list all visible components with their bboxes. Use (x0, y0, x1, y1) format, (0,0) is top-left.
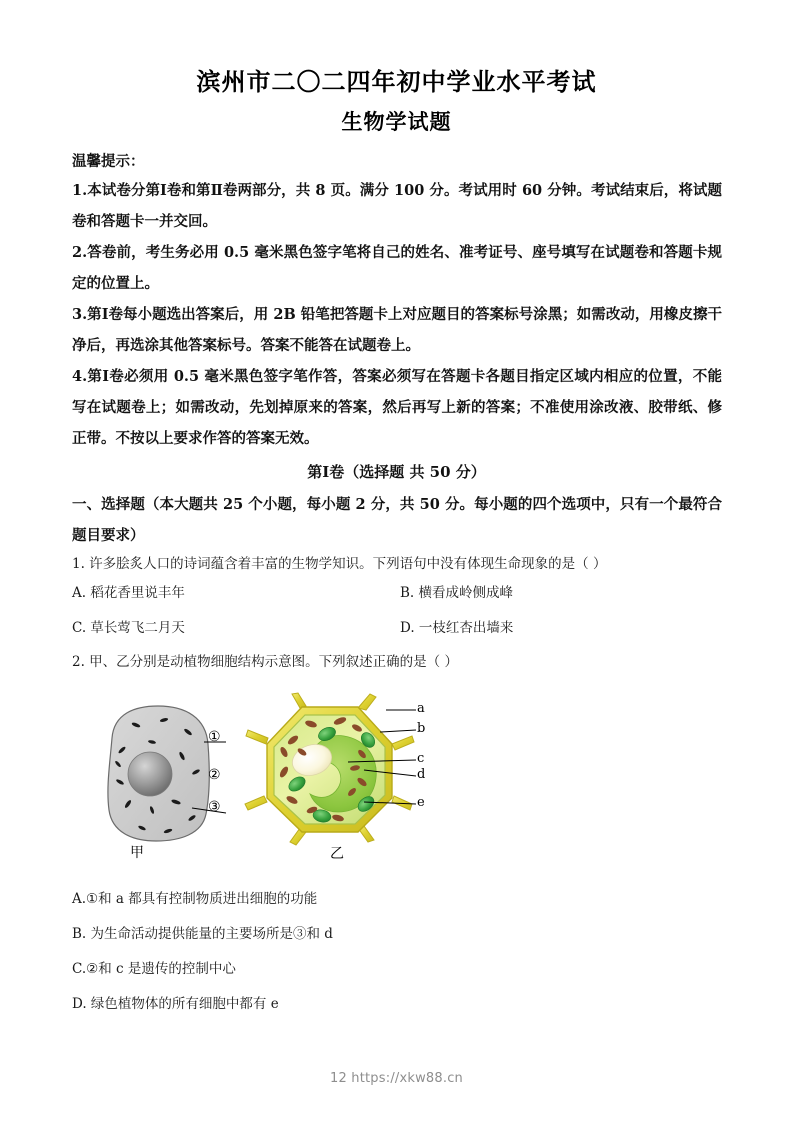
question-2-option-a[interactable]: A.①和 a 都具有控制物质进出细胞的功能 (72, 891, 318, 907)
label-letter-d: d (417, 767, 426, 782)
page-subtitle: 生物学试题 (341, 109, 452, 134)
cell-structure-figure (72, 690, 732, 870)
question-2-option-d[interactable]: D. 绿色植物体的所有细胞中都有 e (72, 996, 279, 1012)
notice-item-4: 4.第Ⅰ卷必须用 0.5 毫米黑色签字笔作答，答案必须写在答题卡各题目指定区域内相应的位置，不能写在试题卷上；如需改动，先划掉原来的答案，然后再写上新的答案；不准使用涂改液、胶带纸、修正带。不按以上要求作答的答案无效。 (72, 368, 722, 447)
question-2-options (72, 882, 732, 1022)
question-1-option-b[interactable]: B. 横看成岭侧成峰 (400, 585, 514, 601)
page-title: 滨州市二〇二四年初中学业水平考试 (196, 67, 597, 96)
plant-cell-diagram (240, 692, 420, 847)
label-letter-a: a (417, 701, 425, 716)
part-heading: 第Ⅰ卷（选择题 共 50 分） (307, 463, 486, 481)
label-number-2: ② (208, 767, 221, 783)
question-2-stem: 2. 甲、乙分别是动植物细胞结构示意图。下列叙述正确的是（ ） (72, 654, 458, 670)
label-number-1: ① (208, 729, 221, 745)
question-1-option-c[interactable]: C. 草长莺飞二月天 (72, 620, 185, 636)
question-2-option-c[interactable]: C.②和 c 是遗传的控制中心 (72, 961, 236, 977)
figure-caption-animal: 甲 (130, 845, 144, 861)
label-number-3: ③ (208, 799, 221, 815)
leader-line-b (380, 730, 416, 732)
question-1-option-d[interactable]: D. 一枝红杏出墙来 (400, 620, 514, 636)
label-letter-e: e (417, 795, 425, 810)
footer-watermark: 12 https://xkw88.cn (330, 1071, 463, 1086)
question-1-stem: 1. 许多脍炙人口的诗词蕴含着丰富的生物学知识。下列语句中没有体现生命现象的是（ ） (72, 556, 607, 572)
notice-item-2: 2.答卷前，考生务必用 0.5 毫米黑色签字笔将自己的姓名、准考证号、座号填写在试题卷和答题卡规定的位置上。 (72, 244, 722, 292)
question-2-option-b[interactable]: B. 为生命活动提供能量的主要场所是③和 d (72, 926, 333, 942)
notice-heading: 温馨提示： (72, 153, 145, 170)
label-letter-c: c (417, 751, 425, 766)
nucleus (128, 752, 172, 796)
notice-item-3: 3.第Ⅰ卷每小题选出答案后，用 2B 铅笔把答题卡上对应题目的答案标号涂黑；如需改动，用橡皮擦干净后，再选涂其他答案标号。答案不能答在试题卷上。 (72, 306, 722, 354)
label-letter-b: b (417, 721, 426, 736)
question-1-option-a[interactable]: A. 稻花香里说丰年 (72, 585, 185, 601)
section-heading: 一、选择题（本大题共 25 个小题，每小题 2 分，共 50 分。每小题的四个选项中，只有一个最符合题目要求） (72, 496, 722, 544)
notice-item-1: 1.本试卷分第Ⅰ卷和第Ⅱ卷两部分，共 8 页。满分 100 分。考试用时 60 分钟。考试结束后，将试题卷和答题卡一并交回。 (72, 182, 722, 230)
figure-caption-plant: 乙 (330, 846, 344, 862)
